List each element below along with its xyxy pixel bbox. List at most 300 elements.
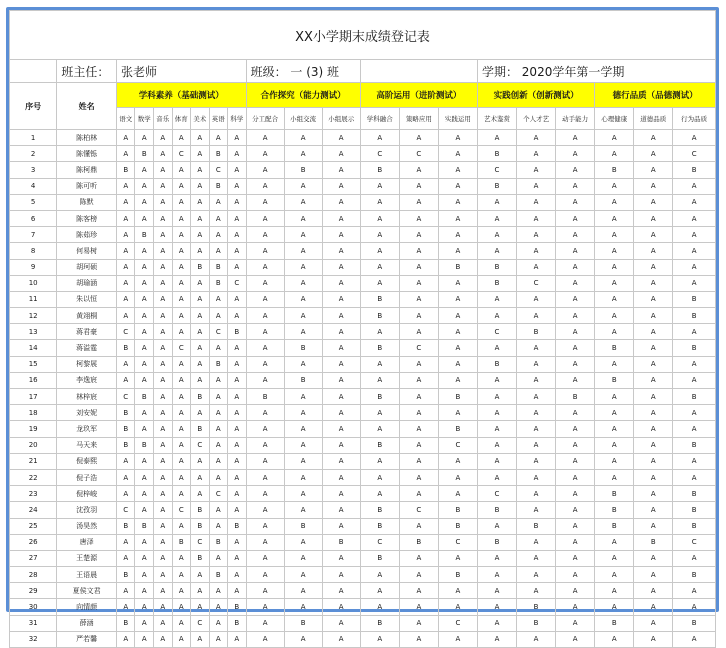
grade-cell[interactable]: A xyxy=(634,194,673,210)
grade-cell[interactable]: A xyxy=(154,502,173,518)
grade-cell[interactable]: A xyxy=(246,243,284,259)
grade-cell[interactable]: B xyxy=(209,356,228,372)
grade-cell[interactable]: B xyxy=(284,162,322,178)
grade-cell[interactable]: A xyxy=(322,389,360,405)
grade-cell[interactable]: A xyxy=(360,130,399,146)
grade-cell[interactable]: B xyxy=(517,615,556,631)
grade-cell[interactable]: A xyxy=(172,210,191,226)
grade-cell[interactable]: C xyxy=(191,437,210,453)
grade-cell[interactable]: A xyxy=(228,194,247,210)
grade-cell[interactable]: A xyxy=(209,405,228,421)
grade-cell[interactable]: A xyxy=(634,178,673,194)
grade-cell[interactable]: A xyxy=(154,324,173,340)
grade-cell[interactable]: A xyxy=(246,615,284,631)
grade-cell[interactable]: A xyxy=(360,178,399,194)
grade-cell[interactable]: C xyxy=(399,340,438,356)
grade-cell[interactable]: A xyxy=(595,194,634,210)
grade-cell[interactable]: A xyxy=(556,405,595,421)
grade-cell[interactable]: A xyxy=(399,631,438,647)
grade-cell[interactable]: A xyxy=(246,227,284,243)
grade-cell[interactable]: A xyxy=(322,421,360,437)
grade-cell[interactable]: B xyxy=(477,178,516,194)
grade-cell[interactable]: B xyxy=(477,146,516,162)
grade-cell[interactable]: A xyxy=(477,389,516,405)
grade-cell[interactable]: A xyxy=(154,178,173,194)
grade-cell[interactable]: A xyxy=(438,162,477,178)
grade-cell[interactable]: B xyxy=(477,502,516,518)
grade-cell[interactable]: A xyxy=(477,421,516,437)
grade-cell[interactable]: A xyxy=(154,130,173,146)
grade-cell[interactable]: A xyxy=(477,340,516,356)
grade-cell[interactable]: A xyxy=(191,631,210,647)
grade-cell[interactable]: A xyxy=(228,631,247,647)
grade-cell[interactable]: A xyxy=(284,259,322,275)
grade-cell[interactable]: A xyxy=(246,599,284,615)
grade-cell[interactable]: A xyxy=(191,372,210,388)
grade-cell[interactable]: A xyxy=(191,324,210,340)
grade-cell[interactable]: A xyxy=(154,486,173,502)
grade-cell[interactable]: A xyxy=(360,486,399,502)
grade-cell[interactable]: A xyxy=(191,243,210,259)
grade-cell[interactable]: A xyxy=(154,372,173,388)
grade-cell[interactable]: B xyxy=(135,227,154,243)
grade-cell[interactable]: A xyxy=(209,453,228,469)
grade-cell[interactable]: A xyxy=(172,356,191,372)
grade-cell[interactable]: C xyxy=(360,146,399,162)
grade-cell[interactable]: A xyxy=(556,615,595,631)
grade-cell[interactable]: A xyxy=(595,567,634,583)
grade-cell[interactable]: A xyxy=(360,210,399,226)
grade-cell[interactable]: A xyxy=(438,583,477,599)
grade-cell[interactable]: A xyxy=(438,178,477,194)
grade-cell[interactable]: B xyxy=(595,372,634,388)
grade-cell[interactable]: A xyxy=(154,615,173,631)
grade-cell[interactable]: A xyxy=(191,210,210,226)
grade-cell[interactable]: A xyxy=(135,162,154,178)
grade-cell[interactable]: A xyxy=(399,324,438,340)
grade-cell[interactable]: A xyxy=(673,324,716,340)
grade-cell[interactable]: A xyxy=(360,631,399,647)
grade-cell[interactable]: A xyxy=(284,502,322,518)
grade-cell[interactable]: A xyxy=(438,275,477,291)
grade-cell[interactable]: A xyxy=(191,356,210,372)
grade-cell[interactable]: B xyxy=(322,534,360,550)
grade-cell[interactable]: A xyxy=(399,194,438,210)
grade-cell[interactable]: A xyxy=(172,437,191,453)
grade-cell[interactable]: A xyxy=(595,534,634,550)
grade-cell[interactable]: A xyxy=(634,259,673,275)
grade-cell[interactable]: B xyxy=(135,146,154,162)
grade-cell[interactable]: A xyxy=(673,210,716,226)
grade-cell[interactable]: A xyxy=(360,194,399,210)
grade-cell[interactable]: A xyxy=(438,146,477,162)
grade-cell[interactable]: B xyxy=(673,486,716,502)
grade-cell[interactable]: A xyxy=(634,583,673,599)
grade-cell[interactable]: B xyxy=(595,518,634,534)
grade-cell[interactable]: C xyxy=(228,275,247,291)
grade-cell[interactable]: C xyxy=(191,615,210,631)
grade-cell[interactable]: B xyxy=(228,615,247,631)
grade-cell[interactable]: A xyxy=(228,130,247,146)
grade-cell[interactable]: B xyxy=(477,534,516,550)
grade-cell[interactable]: A xyxy=(517,372,556,388)
grade-cell[interactable]: A xyxy=(399,210,438,226)
grade-cell[interactable]: A xyxy=(209,469,228,485)
grade-cell[interactable]: A xyxy=(172,259,191,275)
grade-cell[interactable]: A xyxy=(399,259,438,275)
grade-cell[interactable]: A xyxy=(209,194,228,210)
grade-cell[interactable]: A xyxy=(246,130,284,146)
grade-cell[interactable]: B xyxy=(360,389,399,405)
grade-cell[interactable]: A xyxy=(673,259,716,275)
grade-cell[interactable]: A xyxy=(116,130,135,146)
grade-cell[interactable]: A xyxy=(228,227,247,243)
grade-cell[interactable]: A xyxy=(116,599,135,615)
grade-cell[interactable]: A xyxy=(246,518,284,534)
grade-cell[interactable]: A xyxy=(116,372,135,388)
grade-cell[interactable]: A xyxy=(154,340,173,356)
grade-cell[interactable]: A xyxy=(477,437,516,453)
grade-cell[interactable]: A xyxy=(246,583,284,599)
grade-cell[interactable]: A xyxy=(517,308,556,324)
grade-cell[interactable]: A xyxy=(360,453,399,469)
grade-cell[interactable]: B xyxy=(284,340,322,356)
grade-cell[interactable]: B xyxy=(228,324,247,340)
grade-cell[interactable]: A xyxy=(172,308,191,324)
grade-cell[interactable]: A xyxy=(191,308,210,324)
grade-cell[interactable]: A xyxy=(634,486,673,502)
grade-cell[interactable]: A xyxy=(191,130,210,146)
grade-cell[interactable]: A xyxy=(228,583,247,599)
grade-cell[interactable]: B xyxy=(438,518,477,534)
grade-cell[interactable]: A xyxy=(154,631,173,647)
grade-cell[interactable]: A xyxy=(517,227,556,243)
grade-cell[interactable]: A xyxy=(438,291,477,307)
grade-cell[interactable]: A xyxy=(438,243,477,259)
grade-cell[interactable]: B xyxy=(673,389,716,405)
grade-cell[interactable]: A xyxy=(556,486,595,502)
grade-cell[interactable]: A xyxy=(154,162,173,178)
grade-cell[interactable]: A xyxy=(154,405,173,421)
grade-cell[interactable]: A xyxy=(284,437,322,453)
grade-cell[interactable]: B xyxy=(438,567,477,583)
grade-cell[interactable]: A xyxy=(209,550,228,566)
grade-cell[interactable]: A xyxy=(438,372,477,388)
grade-cell[interactable]: A xyxy=(634,453,673,469)
grade-cell[interactable]: A xyxy=(135,291,154,307)
grade-cell[interactable]: A xyxy=(360,567,399,583)
grade-cell[interactable]: A xyxy=(556,550,595,566)
grade-cell[interactable]: A xyxy=(360,259,399,275)
grade-cell[interactable]: A xyxy=(595,210,634,226)
grade-cell[interactable]: B xyxy=(673,437,716,453)
grade-cell[interactable]: A xyxy=(438,469,477,485)
grade-cell[interactable]: A xyxy=(116,356,135,372)
grade-cell[interactable]: A xyxy=(322,356,360,372)
grade-cell[interactable]: A xyxy=(399,372,438,388)
grade-cell[interactable]: A xyxy=(154,146,173,162)
grade-cell[interactable]: A xyxy=(322,550,360,566)
grade-cell[interactable]: A xyxy=(209,421,228,437)
grade-cell[interactable]: A xyxy=(284,631,322,647)
grade-cell[interactable]: A xyxy=(477,405,516,421)
grade-cell[interactable]: A xyxy=(154,550,173,566)
grade-cell[interactable]: A xyxy=(228,372,247,388)
grade-cell[interactable]: A xyxy=(228,550,247,566)
grade-cell[interactable]: A xyxy=(634,146,673,162)
grade-cell[interactable]: B xyxy=(284,518,322,534)
grade-cell[interactable]: A xyxy=(172,631,191,647)
grade-cell[interactable]: A xyxy=(673,631,716,647)
grade-cell[interactable]: B xyxy=(284,615,322,631)
grade-cell[interactable]: B xyxy=(399,534,438,550)
grade-cell[interactable]: B xyxy=(191,550,210,566)
grade-cell[interactable]: A xyxy=(172,291,191,307)
grade-cell[interactable]: A xyxy=(191,405,210,421)
grade-cell[interactable]: A xyxy=(228,356,247,372)
grade-cell[interactable]: A xyxy=(154,259,173,275)
grade-cell[interactable]: A xyxy=(556,631,595,647)
grade-cell[interactable]: A xyxy=(116,308,135,324)
grade-cell[interactable]: A xyxy=(228,502,247,518)
grade-cell[interactable]: B xyxy=(673,502,716,518)
grade-cell[interactable]: B xyxy=(191,421,210,437)
grade-cell[interactable]: B xyxy=(209,567,228,583)
grade-cell[interactable]: A xyxy=(360,356,399,372)
grade-cell[interactable]: A xyxy=(191,162,210,178)
grade-cell[interactable]: A xyxy=(172,372,191,388)
grade-cell[interactable]: A xyxy=(191,194,210,210)
grade-cell[interactable]: A xyxy=(209,518,228,534)
grade-cell[interactable]: A xyxy=(322,437,360,453)
grade-cell[interactable]: C xyxy=(172,340,191,356)
grade-cell[interactable]: A xyxy=(228,567,247,583)
grade-cell[interactable]: B xyxy=(438,421,477,437)
grade-cell[interactable]: A xyxy=(284,356,322,372)
grade-cell[interactable]: A xyxy=(154,356,173,372)
grade-cell[interactable]: A xyxy=(634,502,673,518)
grade-cell[interactable]: B xyxy=(438,502,477,518)
grade-cell[interactable]: A xyxy=(634,631,673,647)
grade-cell[interactable]: A xyxy=(438,631,477,647)
grade-cell[interactable]: A xyxy=(634,324,673,340)
grade-cell[interactable]: A xyxy=(360,227,399,243)
grade-cell[interactable]: A xyxy=(438,130,477,146)
grade-cell[interactable]: A xyxy=(517,340,556,356)
grade-cell[interactable]: A xyxy=(438,550,477,566)
grade-cell[interactable]: A xyxy=(673,275,716,291)
grade-cell[interactable]: A xyxy=(438,486,477,502)
grade-cell[interactable]: A xyxy=(438,227,477,243)
grade-cell[interactable]: A xyxy=(673,243,716,259)
grade-cell[interactable]: B xyxy=(595,340,634,356)
grade-cell[interactable]: A xyxy=(322,291,360,307)
grade-cell[interactable]: A xyxy=(556,194,595,210)
grade-cell[interactable]: A xyxy=(191,146,210,162)
grade-cell[interactable]: A xyxy=(556,162,595,178)
grade-cell[interactable]: A xyxy=(209,340,228,356)
grade-cell[interactable]: A xyxy=(135,210,154,226)
grade-cell[interactable]: A xyxy=(172,583,191,599)
grade-cell[interactable]: B xyxy=(191,259,210,275)
grade-cell[interactable]: A xyxy=(517,534,556,550)
grade-cell[interactable]: A xyxy=(517,631,556,647)
grade-cell[interactable]: A xyxy=(517,469,556,485)
grade-cell[interactable]: A xyxy=(556,324,595,340)
grade-cell[interactable]: A xyxy=(517,194,556,210)
grade-cell[interactable]: A xyxy=(246,421,284,437)
grade-cell[interactable]: A xyxy=(634,421,673,437)
grade-cell[interactable]: A xyxy=(154,308,173,324)
grade-cell[interactable]: A xyxy=(246,469,284,485)
grade-cell[interactable]: A xyxy=(154,583,173,599)
grade-cell[interactable]: A xyxy=(595,389,634,405)
grade-cell[interactable]: A xyxy=(209,615,228,631)
grade-cell[interactable]: A xyxy=(595,583,634,599)
grade-cell[interactable]: B xyxy=(673,291,716,307)
grade-cell[interactable]: A xyxy=(322,599,360,615)
grade-cell[interactable]: A xyxy=(154,518,173,534)
grade-cell[interactable]: A xyxy=(673,421,716,437)
grade-cell[interactable]: A xyxy=(284,486,322,502)
grade-cell[interactable]: A xyxy=(556,534,595,550)
grade-cell[interactable]: A xyxy=(322,405,360,421)
grade-cell[interactable]: B xyxy=(172,534,191,550)
grade-cell[interactable]: C xyxy=(438,615,477,631)
grade-cell[interactable]: A xyxy=(228,162,247,178)
grade-cell[interactable]: A xyxy=(595,146,634,162)
grade-cell[interactable]: A xyxy=(135,243,154,259)
grade-cell[interactable]: B xyxy=(360,550,399,566)
grade-cell[interactable]: A xyxy=(284,534,322,550)
grade-cell[interactable]: A xyxy=(556,356,595,372)
grade-cell[interactable]: A xyxy=(284,291,322,307)
grade-cell[interactable]: A xyxy=(284,469,322,485)
grade-cell[interactable]: A xyxy=(116,583,135,599)
grade-cell[interactable]: A xyxy=(246,146,284,162)
grade-cell[interactable]: A xyxy=(634,405,673,421)
grade-cell[interactable]: A xyxy=(360,469,399,485)
grade-cell[interactable]: A xyxy=(517,502,556,518)
grade-cell[interactable]: A xyxy=(135,308,154,324)
grade-cell[interactable]: A xyxy=(322,308,360,324)
grade-cell[interactable]: A xyxy=(360,421,399,437)
grade-cell[interactable]: A xyxy=(116,194,135,210)
grade-cell[interactable]: A xyxy=(246,308,284,324)
grade-cell[interactable]: A xyxy=(634,243,673,259)
grade-cell[interactable]: A xyxy=(556,227,595,243)
grade-cell[interactable]: A xyxy=(284,405,322,421)
grade-cell[interactable]: A xyxy=(517,146,556,162)
grade-cell[interactable]: A xyxy=(209,308,228,324)
grade-cell[interactable]: A xyxy=(209,389,228,405)
grade-cell[interactable]: B xyxy=(673,615,716,631)
grade-cell[interactable]: A xyxy=(360,405,399,421)
grade-cell[interactable]: A xyxy=(228,308,247,324)
grade-cell[interactable]: C xyxy=(399,146,438,162)
grade-cell[interactable]: A xyxy=(399,437,438,453)
grade-cell[interactable]: A xyxy=(322,178,360,194)
grade-cell[interactable]: B xyxy=(116,405,135,421)
grade-cell[interactable]: B xyxy=(116,162,135,178)
grade-cell[interactable]: A xyxy=(172,243,191,259)
grade-cell[interactable]: A xyxy=(246,534,284,550)
grade-cell[interactable]: A xyxy=(360,599,399,615)
grade-cell[interactable]: A xyxy=(556,243,595,259)
grade-cell[interactable]: A xyxy=(246,356,284,372)
grade-cell[interactable]: A xyxy=(246,291,284,307)
grade-cell[interactable]: A xyxy=(595,227,634,243)
grade-cell[interactable]: C xyxy=(209,324,228,340)
grade-cell[interactable]: A xyxy=(135,631,154,647)
grade-cell[interactable]: A xyxy=(116,631,135,647)
grade-cell[interactable]: A xyxy=(135,534,154,550)
grade-cell[interactable]: A xyxy=(135,405,154,421)
grade-cell[interactable]: B xyxy=(116,421,135,437)
grade-cell[interactable]: A xyxy=(517,259,556,275)
grade-cell[interactable]: A xyxy=(595,259,634,275)
grade-cell[interactable]: A xyxy=(322,583,360,599)
grade-cell[interactable]: A xyxy=(154,389,173,405)
grade-cell[interactable]: A xyxy=(191,486,210,502)
grade-cell[interactable]: A xyxy=(116,550,135,566)
grade-cell[interactable]: A xyxy=(172,194,191,210)
grade-cell[interactable]: A xyxy=(634,356,673,372)
grade-cell[interactable]: A xyxy=(322,275,360,291)
grade-cell[interactable]: A xyxy=(399,275,438,291)
grade-cell[interactable]: B xyxy=(595,502,634,518)
grade-cell[interactable]: A xyxy=(209,599,228,615)
grade-cell[interactable]: A xyxy=(191,583,210,599)
grade-cell[interactable]: A xyxy=(135,356,154,372)
grade-cell[interactable]: C xyxy=(477,162,516,178)
grade-cell[interactable]: C xyxy=(438,534,477,550)
grade-cell[interactable]: A xyxy=(246,194,284,210)
grade-cell[interactable]: B xyxy=(438,389,477,405)
grade-cell[interactable]: A xyxy=(399,567,438,583)
grade-cell[interactable]: A xyxy=(438,324,477,340)
grade-cell[interactable]: A xyxy=(634,340,673,356)
grade-cell[interactable]: A xyxy=(438,405,477,421)
grade-cell[interactable]: A xyxy=(246,486,284,502)
grade-cell[interactable]: A xyxy=(209,291,228,307)
grade-cell[interactable]: A xyxy=(517,405,556,421)
grade-cell[interactable]: A xyxy=(154,210,173,226)
grade-cell[interactable]: A xyxy=(284,227,322,243)
grade-cell[interactable]: A xyxy=(191,227,210,243)
grade-cell[interactable]: A xyxy=(172,453,191,469)
grade-cell[interactable]: A xyxy=(477,453,516,469)
grade-cell[interactable]: A xyxy=(595,356,634,372)
grade-cell[interactable]: A xyxy=(228,243,247,259)
grade-cell[interactable]: A xyxy=(595,275,634,291)
grade-cell[interactable]: A xyxy=(284,453,322,469)
grade-cell[interactable]: B xyxy=(673,340,716,356)
grade-cell[interactable]: A xyxy=(246,550,284,566)
grade-cell[interactable]: A xyxy=(634,550,673,566)
grade-cell[interactable]: A xyxy=(284,599,322,615)
grade-cell[interactable]: A xyxy=(322,259,360,275)
grade-cell[interactable]: A xyxy=(556,469,595,485)
grade-cell[interactable]: A xyxy=(673,227,716,243)
grade-cell[interactable]: B xyxy=(477,275,516,291)
grade-cell[interactable]: A xyxy=(595,130,634,146)
grade-cell[interactable]: A xyxy=(360,583,399,599)
grade-cell[interactable]: A xyxy=(228,453,247,469)
grade-cell[interactable]: A xyxy=(284,130,322,146)
grade-cell[interactable]: A xyxy=(172,227,191,243)
grade-cell[interactable]: A xyxy=(673,194,716,210)
